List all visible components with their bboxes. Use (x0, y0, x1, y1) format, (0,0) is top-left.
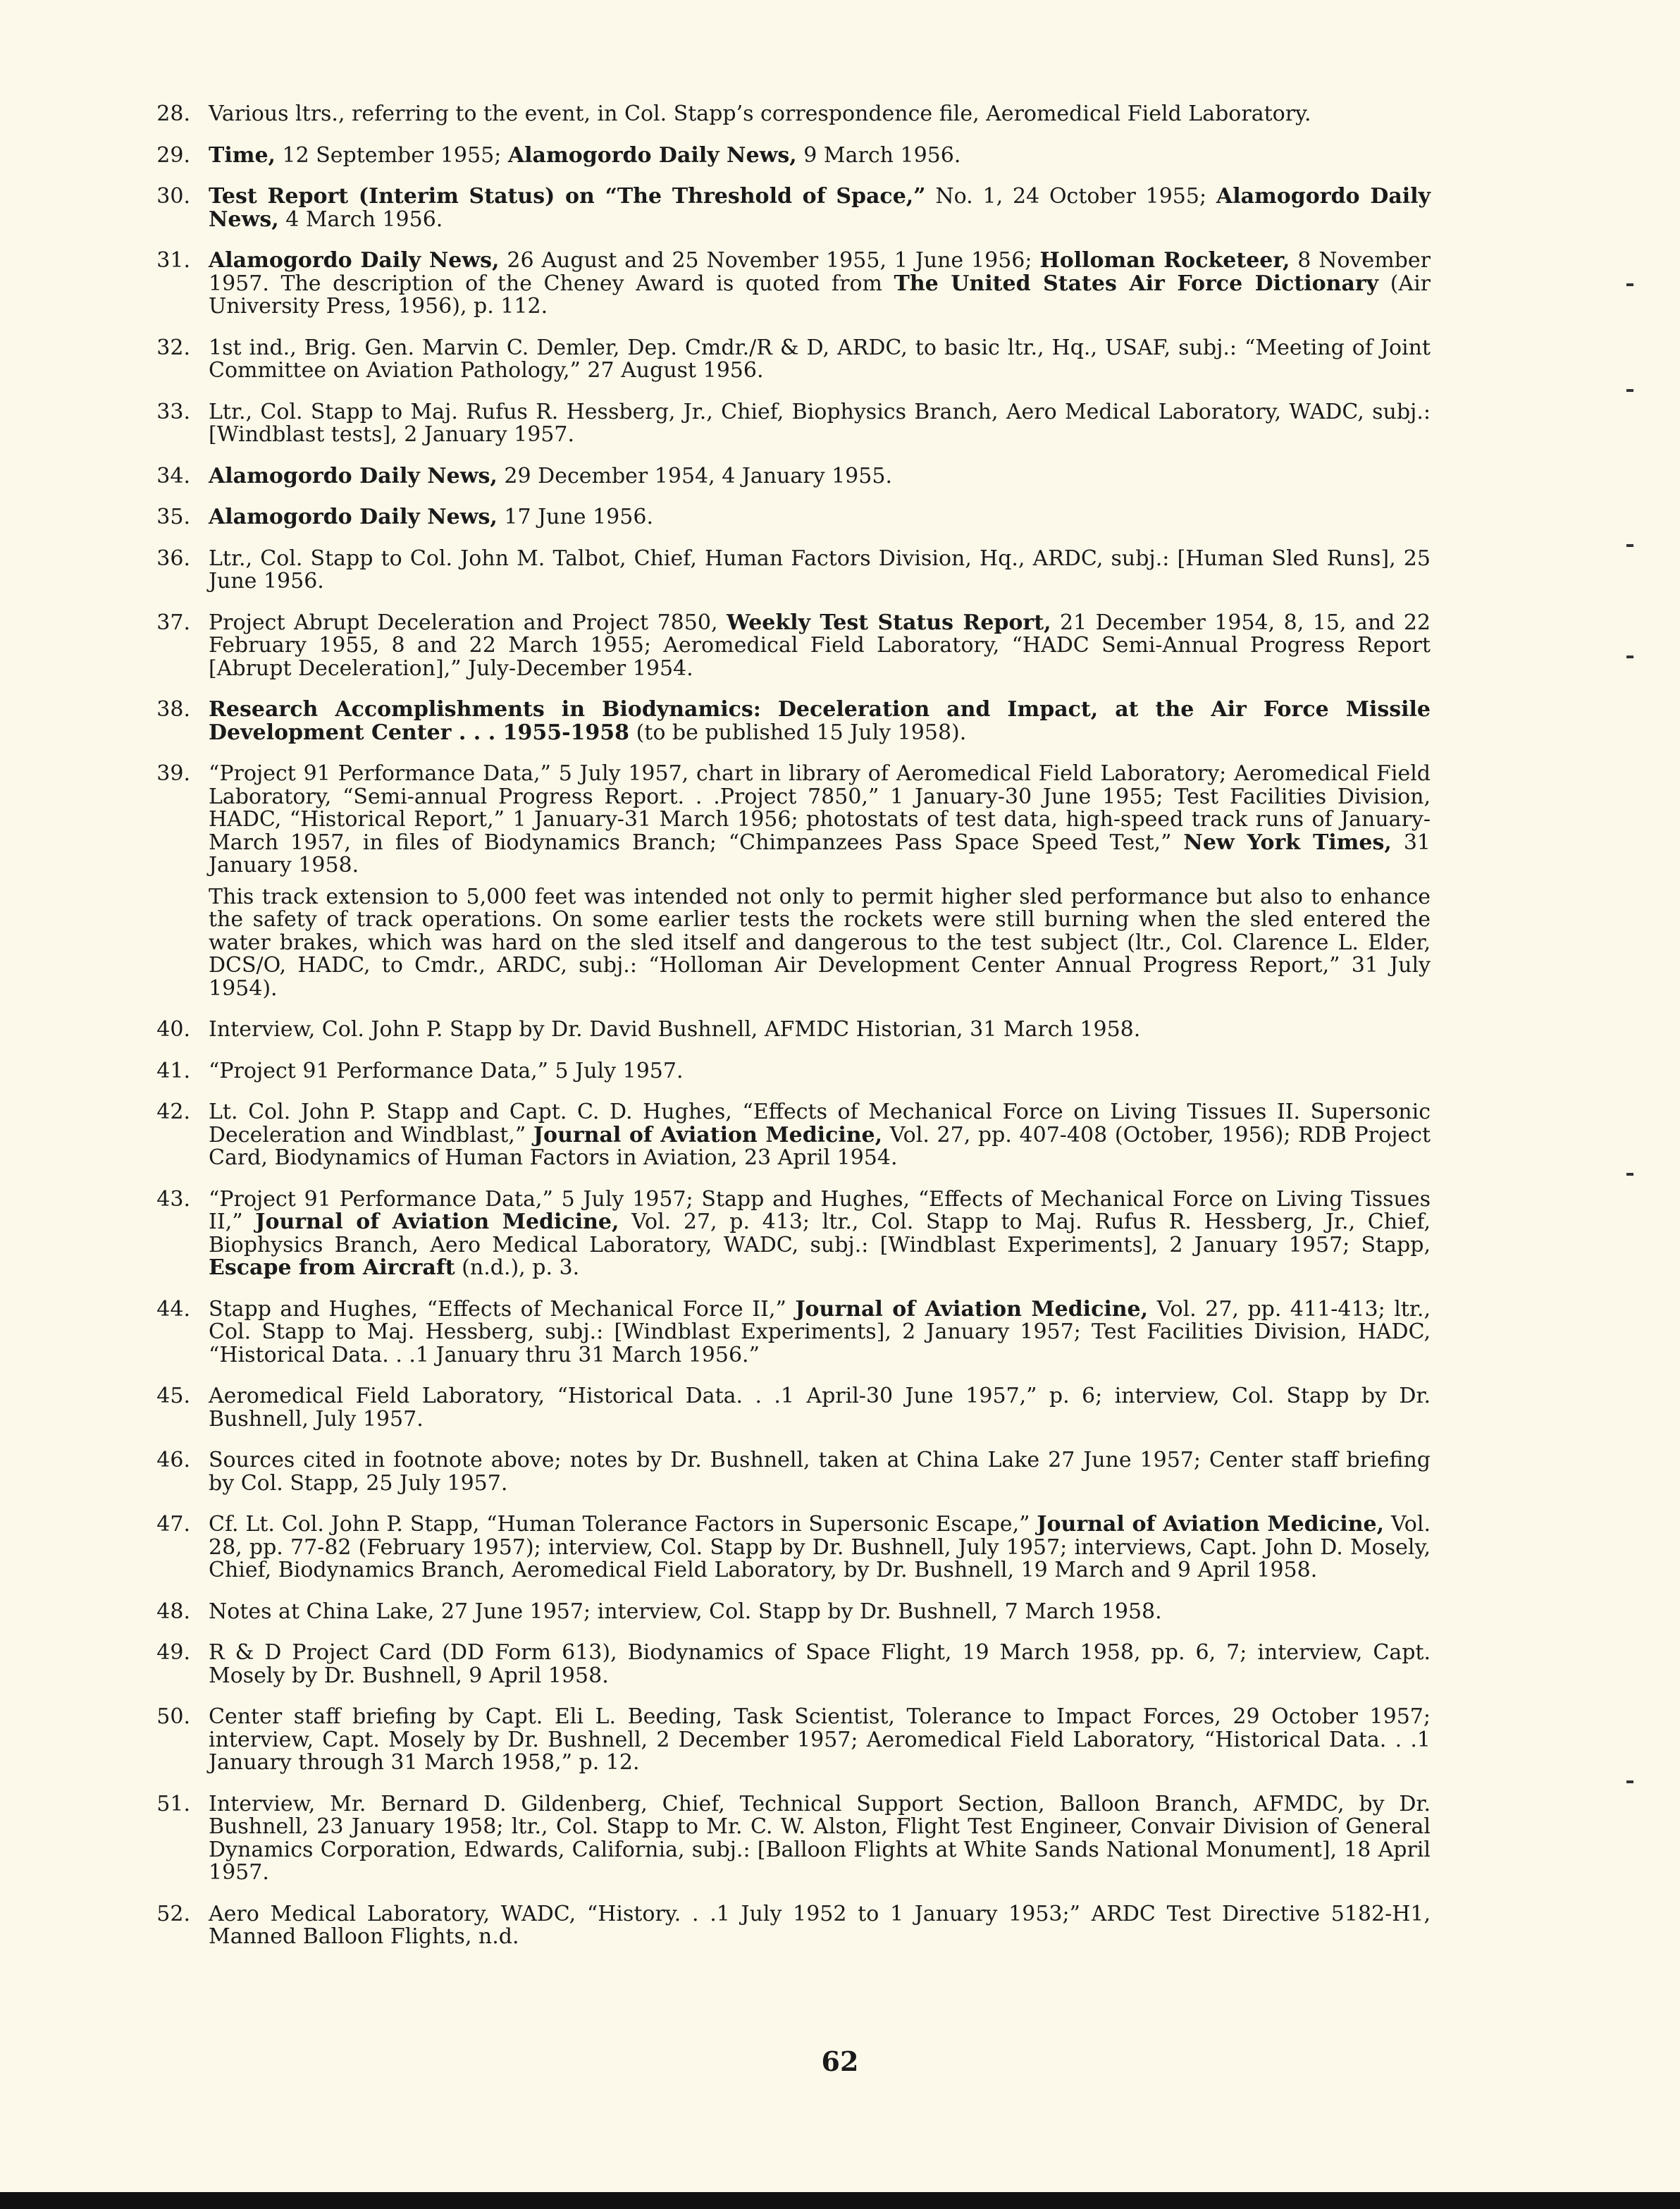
footnote-text: “Project 91 Performance Data,” 5 July 1957. (209, 1058, 684, 1083)
footnote-number: 42. (156, 1100, 190, 1124)
footnote-number: 49. (156, 1640, 190, 1665)
footnote-number: 43. (156, 1186, 190, 1212)
footnote-list (141, 103, 1431, 1967)
footnote-text: Notes at China Lake, 27 June 1957; interview, Col. Stapp by Dr. Bushnell, 7 March 1958. (209, 1599, 1162, 1624)
margin-mark (1626, 1173, 1633, 1176)
footnote (141, 1513, 1431, 1582)
scan-edge (0, 2192, 1680, 2209)
footnote-text: Aeromedical Field Laboratory, “Historical Data. . .1 April-30 June 1957,” p. 6; interview, Col. Stapp by Dr. Bushnell, July 1957. (209, 1384, 1431, 1432)
footnote-text: Alamogordo Daily News, 26 August and 25 November 1955, 1 June 1956; Holloman Rocketeer, 8 November 1957. The description of the Cheney Award is quoted from The United States Air Force Dictionary (Air University Press, 1956), p. 112. (209, 248, 1431, 319)
footnote (141, 1298, 1431, 1367)
footnote-number: 30. (156, 184, 190, 209)
footnote-number: 34. (156, 463, 190, 488)
footnote-number: 50. (156, 1704, 190, 1729)
footnote-text: Alamogordo Daily News, 29 December 1954, 4 January 1955. (209, 463, 892, 488)
footnote-text: Ltr., Col. Stapp to Col. John M. Talbot, Chief, Human Factors Division, Hq., ARDC, subj.: [Human Sled Runs], 25 June 1956. (209, 546, 1431, 593)
footnote-text: Cf. Lt. Col. John P. Stapp, “Human Tolerance Factors in Supersonic Escape,” Journal of Aviation Medicine, Vol. 28, pp. 77-82 (February 1957); interview, Col. Stapp by Dr. Bushnell, July 1957; interviews, Capt. John D. Mosely, Chief, Biodynamics Branch, Aeromedical Field Laboratory, by Dr. Bushnell, 19 March and 9 April 1958. (209, 1512, 1431, 1582)
margin-mark (1626, 1780, 1633, 1783)
footnote-text: “Project 91 Performance Data,” 5 July 1957; Stapp and Hughes, “Effects of Mechanical Force on Living Tissues II,” Journal of Aviation Medicine, Vol. 27, p. 413; ltr., Col. Stapp to Maj. Rufus R. Hessberg, Jr., Chief, Biophysics Branch, Aero Medical Laboratory, WADC, subj.: [Windblast Experiments], 2 January 1957; Stapp, Escape from Aircraft (n.d.), p. 3. (209, 1186, 1431, 1280)
footnote-text: Interview, Col. John P. Stapp by Dr. David Bushnell, AFMDC Historian, 31 March 1958. (209, 1017, 1141, 1042)
footnote (141, 337, 1431, 383)
footnote (141, 1449, 1431, 1495)
footnote (141, 185, 1431, 231)
margin-mark (1626, 544, 1633, 547)
footnote-text: Lt. Col. John P. Stapp and Capt. C. D. Hughes, “Effects of Mechanical Force on Living Tissues II. Supersonic Deceleration and Windblast,” Journal of Aviation Medicine, Vol. 27, pp. 407-408 (October, 1956); RDB Project Card, Biodynamics of Human Factors in Aviation, 23 April 1954. (209, 1100, 1431, 1170)
footnote (141, 548, 1431, 593)
footnote-number: 28. (156, 101, 190, 126)
footnote-text: Sources cited in footnote above; notes by Dr. Bushnell, taken at China Lake 27 June 1957; Center staff briefing by Col. Stapp, 25 July 1957. (209, 1448, 1431, 1496)
footnote-text: R & D Project Card (DD Form 613), Biodynamics of Space Flight, 19 March 1958, pp. 6, 7; interview, Capt. Mosely by Dr. Bushnell, 9 April 1958. (209, 1640, 1431, 1688)
footnote-number: 33. (156, 399, 190, 424)
footnote-text: Interview, Mr. Bernard D. Gildenberg, Chief, Technical Support Section, Balloon Branch, AFMDC, by Dr. Bushnell, 23 January 1958; ltr., Col. Stapp to Mr. C. W. Alston, Flight Test Engineer, Convair Division of General Dynamics Corporation, Edwards, California, subj.: [Balloon Flights at White Sands National Monument], 18 April 1957. (209, 1791, 1431, 1885)
footnote-number: 44. (156, 1296, 190, 1322)
footnote-number: 47. (156, 1512, 190, 1537)
footnote (141, 465, 1431, 488)
footnote-text: Research Accomplishments in Biodynamics: Deceleration and Impact, at the Air Force Missile Development Center . . . 1955-1958 (to be published 15 July 1958). (209, 697, 1431, 745)
footnote-number: 51. (156, 1791, 190, 1816)
footnote (141, 1188, 1431, 1280)
footnote (141, 612, 1431, 681)
footnote (141, 401, 1431, 447)
footnote (141, 1101, 1431, 1170)
footnote-number: 37. (156, 610, 190, 635)
margin-mark (1626, 283, 1633, 286)
footnote-number: 31. (156, 248, 190, 273)
footnote-number: 39. (156, 761, 190, 786)
footnote-text: Test Report (Interim Status) on “The Threshold of Space,” No. 1, 24 October 1955; Alamogordo Daily News, 4 March 1956. (209, 184, 1431, 232)
footnote-text: Time, 12 September 1955; Alamogordo Daily News, 9 March 1956. (209, 142, 961, 168)
page-number: 62 (821, 2045, 859, 2077)
footnote-number: 32. (156, 335, 190, 360)
footnote-number: 38. (156, 697, 190, 722)
footnote-text: Alamogordo Daily News, 17 June 1956. (209, 505, 653, 529)
footnote-number: 36. (156, 546, 190, 571)
footnote-number: 35. (156, 505, 190, 529)
footnote (141, 1019, 1431, 1042)
footnote (141, 250, 1431, 319)
footnote-text: Aero Medical Laboratory, WADC, “History. . .1 July 1952 to 1 January 1953;” ARDC Test Directive 5182-H1, Manned Balloon Flights, n.d. (209, 1901, 1431, 1949)
footnote (141, 1706, 1431, 1775)
footnote (141, 1060, 1431, 1083)
footnote-text: Ltr., Col. Stapp to Maj. Rufus R. Hessberg, Jr., Chief, Biophysics Branch, Aero Medical Laboratory, WADC, subj.: [Windblast tests], 2 January 1957. (209, 399, 1431, 447)
footnote-number: 52. (156, 1901, 190, 1926)
footnote (141, 1793, 1431, 1885)
footnote (141, 1385, 1431, 1431)
footnote-number: 48. (156, 1599, 190, 1624)
footnote-text: Center staff briefing by Capt. Eli L. Beeding, Task Scientist, Tolerance to Impact Forces, 29 October 1957; interview, Capt. Mosely by Dr. Bushnell, 2 December 1957; Aeromedical Field Laboratory, “Historical Data. . .1 January through 31 March 1958,” p. 12. (209, 1704, 1431, 1775)
footnote (141, 1642, 1431, 1687)
footnote-number: 41. (156, 1058, 190, 1083)
footnote-number: 46. (156, 1448, 190, 1472)
footnote (141, 103, 1431, 126)
footnote-continuation: This track extension to 5,000 feet was intended not only to permit higher sled performance but also to enhance the safety of track operations. On some earlier tests the rockets were still burning when the sled entered the water brakes, which was hard on the sled itself and dangerous to the test subject (ltr., Col. Clarence L. Elder, DCS/O, HADC, to Cmdr., ARDC, subj.: “Holloman Air Development Center Annual Progress Report,” 31 July 1954). (209, 884, 1431, 1001)
footnote (141, 763, 1431, 1000)
footnote-text: Stapp and Hughes, “Effects of Mechanical Force II,” Journal of Aviation Medicine, Vol. 27, pp. 411-413; ltr., Col. Stapp to Maj. Hessberg, subj.: [Windblast Experiments], 2 January 1957; Test Facilities Division, HADC, “Historical Data. . .1 January thru 31 March 1956.” (209, 1296, 1431, 1367)
footnote (141, 1903, 1431, 1949)
footnote-number: 29. (156, 142, 190, 168)
footnote-number: 40. (156, 1017, 190, 1042)
margin-mark (1626, 656, 1633, 658)
footnote-text: Various ltrs., referring to the event, in Col. Stapp’s correspondence file, Aeromedical Field Laboratory. (209, 101, 1311, 126)
footnote-text: Project Abrupt Deceleration and Project 7850, Weekly Test Status Report, 21 December 1954, 8, 15, and 22 February 1955, 8 and 22 March 1955; Aeromedical Field Laboratory, “HADC Semi-Annual Progress Report [Abrupt Deceleration],” July-December 1954. (209, 610, 1431, 681)
margin-mark (1626, 389, 1633, 392)
footnote-text: “Project 91 Performance Data,” 5 July 1957, chart in library of Aeromedical Field Laboratory; Aeromedical Field Laboratory, “Semi-annual Progress Report. . .Project 7850,” 1 January-30 June 1955; Test Facilities Division, HADC, “Historical Report,” 1 January-31 March 1956; photostats of test data, high-speed track runs of January-March 1957, in files of Biodynamics Branch; “Chimpanzees Pass Space Speed Test,” New York Times, 31 January 1958. (209, 761, 1431, 878)
footnote (141, 1601, 1431, 1624)
footnote (141, 506, 1431, 529)
footnote-number: 45. (156, 1384, 190, 1408)
footnote (141, 144, 1431, 168)
footnote (141, 699, 1431, 744)
footnote-text: 1st ind., Brig. Gen. Marvin C. Demler, Dep. Cmdr./R & D, ARDC, to basic ltr., Hq., USAF, subj.: “Meeting of Joint Committee on Aviation Pathology,” 27 August 1956. (209, 335, 1431, 383)
